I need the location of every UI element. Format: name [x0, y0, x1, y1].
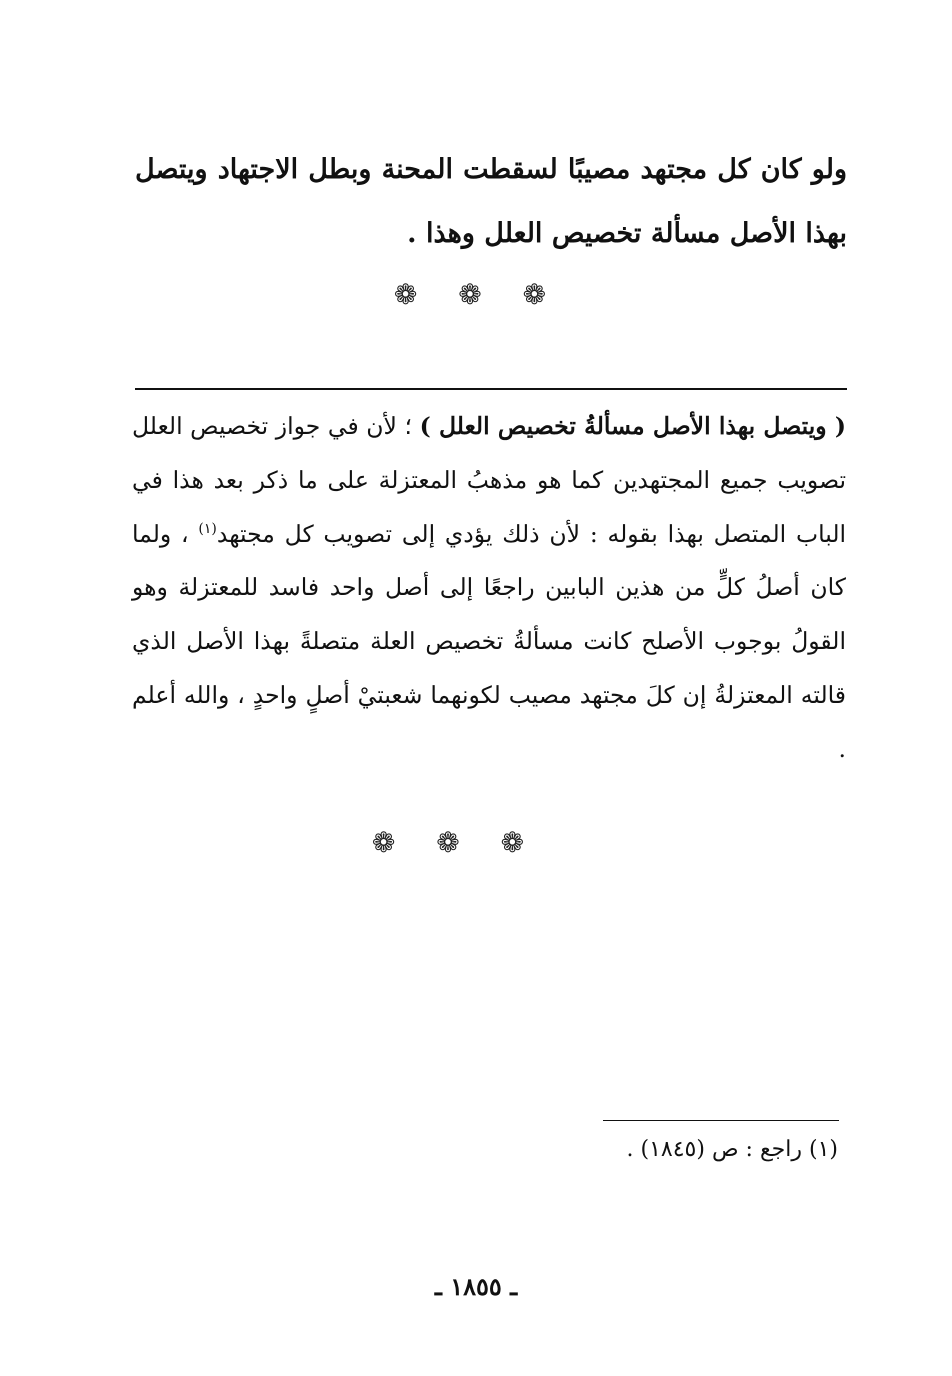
commentary-text-part1: ؛ لأن في جواز تخصيص العلل تصويب جميع المجتهدين كما هو مذهبُ المعتزلة على ما ذكر بعد هذا في الباب المتصل بهذا بقوله : لأن ذلك يؤدي إلى تصويب كل مجتهد [132, 412, 847, 548]
footnote-separator-rule [603, 1120, 839, 1121]
flower-ornament-icon: ❁ [500, 826, 537, 859]
commentary-lemma: ( ويتصل بهذا الأصل مسألةُ تخصيص العلل ) [419, 412, 846, 440]
flower-ornament-icon: ❁ [371, 826, 408, 859]
flower-ornament-icon: ❁ [393, 278, 430, 311]
page-number: ـ ١٨٥٥ ـ [434, 1272, 518, 1301]
commentary-separator-rule [135, 388, 847, 390]
ornament-divider-top [0, 278, 952, 311]
footnote-text: (١) راجع : ص (١٨٤٥) . [626, 1137, 838, 1162]
main-text-paragraph: ولو كان كل مجتهد مصيبًا لسقطت المحنة وبطل الاجتهاد ويتصل بهذا الأصل مسألة تخصيص العلل وهذا . [135, 154, 847, 249]
flower-ornament-icon: ❁ [458, 278, 494, 311]
footnote-marker: (١) [198, 520, 217, 537]
commentary-text-part2: ، ولما كان أصلُ كلٍّ من هذين البابين راجعًا إلى أصل واحد فاسد للمعتزلة وهو القولُ بوجوب الأصلح كانت مسألةُ تخصيص العلة متصلةً بهذا الأصل الذي قالته المعتزلةُ إن كلَ مجتهد مصيب لكونهما شعبتيْ أصلٍ واحدٍ ، والله أعلم . [132, 519, 846, 763]
ornament-divider-bottom [0, 826, 930, 859]
flower-ornament-icon: ❁ [436, 826, 472, 859]
commentary-paragraph [132, 400, 846, 777]
flower-ornament-icon: ❁ [522, 278, 559, 311]
